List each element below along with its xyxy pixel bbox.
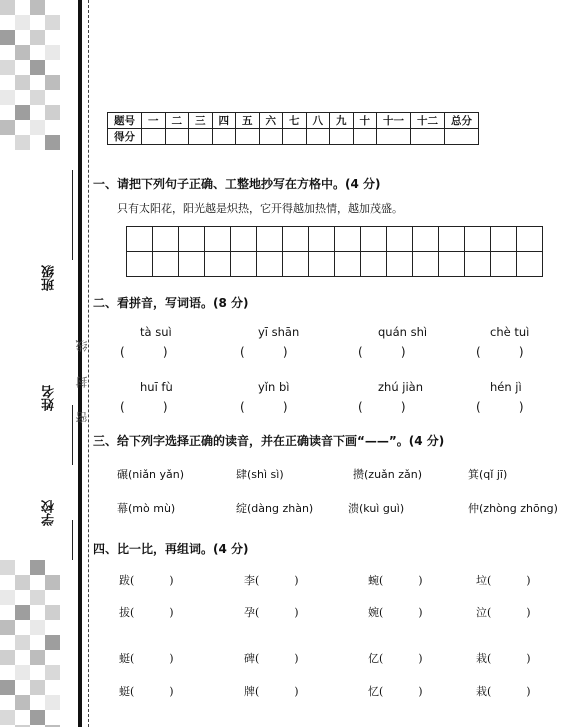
- answer-blank[interactable]: ( ): [358, 345, 406, 359]
- score-header-cell: 八: [306, 113, 330, 129]
- copy-grid-cell[interactable]: [413, 252, 439, 277]
- pinyin-prompt: yī shān: [258, 325, 300, 339]
- word-compare-item[interactable]: 碑( ): [244, 652, 299, 665]
- pinyin-prompt: yǐn bì: [258, 380, 290, 394]
- copy-grid-cell[interactable]: [335, 227, 361, 252]
- copy-grid-cell[interactable]: [257, 252, 283, 277]
- score-cell[interactable]: [142, 129, 166, 145]
- word-compare-item[interactable]: 蜿( ): [368, 574, 423, 587]
- q1-title: 一、请把下列句子正确、工整地抄写在方格中。(4 分): [93, 177, 381, 191]
- score-header-cell: 三: [189, 113, 213, 129]
- copy-grid-cell[interactable]: [439, 227, 465, 252]
- score-header-cell: 十: [353, 113, 377, 129]
- copy-grid-cell[interactable]: [231, 252, 257, 277]
- copy-grid-cell[interactable]: [517, 227, 543, 252]
- copy-grid-cell[interactable]: [309, 227, 335, 252]
- word-compare-item[interactable]: 跋( ): [119, 574, 174, 587]
- pinyin-prompt: huī fù: [140, 380, 173, 394]
- answer-blank[interactable]: ( ): [476, 345, 524, 359]
- copy-grid-cell[interactable]: [465, 227, 491, 252]
- score-cell[interactable]: [165, 129, 189, 145]
- score-header-cell: 四: [212, 113, 236, 129]
- word-compare-item[interactable]: 婉( ): [368, 606, 423, 619]
- score-row-label: 得分: [108, 129, 142, 145]
- reading-choice[interactable]: 箕(qǐ jī): [468, 468, 508, 481]
- class-blank-line: [72, 170, 73, 260]
- school-label: 学校: [42, 500, 57, 526]
- word-compare-item[interactable]: 蜓( ): [119, 652, 174, 665]
- pinyin-prompt: zhú jiàn: [378, 380, 423, 394]
- copy-grid-cell[interactable]: [439, 252, 465, 277]
- score-cell[interactable]: [445, 129, 479, 145]
- copy-grid-cell[interactable]: [127, 252, 153, 277]
- copy-grid-cell[interactable]: [465, 252, 491, 277]
- word-compare-item[interactable]: 孕( ): [244, 606, 299, 619]
- word-compare-item[interactable]: 栽( ): [476, 685, 531, 698]
- copy-grid-cell[interactable]: [179, 252, 205, 277]
- reading-choice[interactable]: 幕(mò mù): [117, 502, 176, 515]
- score-table: [107, 112, 479, 145]
- checker-decoration-bottom: [0, 560, 60, 727]
- copy-grid-cell[interactable]: [283, 227, 309, 252]
- copy-grid-cell[interactable]: [309, 252, 335, 277]
- answer-blank[interactable]: ( ): [120, 400, 168, 414]
- answer-blank[interactable]: ( ): [240, 345, 288, 359]
- copy-grid-cell[interactable]: [491, 252, 517, 277]
- score-header-cell: 九: [330, 113, 354, 129]
- score-cell[interactable]: [353, 129, 377, 145]
- copy-grid-cell[interactable]: [153, 252, 179, 277]
- score-header-cell: 六: [259, 113, 283, 129]
- score-header-cell: 七: [283, 113, 307, 129]
- reading-choice[interactable]: 仲(zhòng zhōng): [468, 502, 558, 515]
- answer-blank[interactable]: ( ): [476, 400, 524, 414]
- score-header-row: [108, 113, 479, 129]
- answer-blank[interactable]: ( ): [240, 400, 288, 414]
- copy-grid-cell[interactable]: [205, 252, 231, 277]
- copy-grid-cell[interactable]: [205, 227, 231, 252]
- word-compare-item[interactable]: 泣( ): [476, 606, 531, 619]
- reading-choice[interactable]: 溃(kuì guì): [348, 502, 405, 515]
- reading-choice[interactable]: 绽(dàng zhàn): [236, 502, 314, 515]
- copy-grid-cell[interactable]: [517, 252, 543, 277]
- copy-grid-cell[interactable]: [387, 227, 413, 252]
- score-header-cell: 五: [236, 113, 260, 129]
- score-header-cell: 二: [165, 113, 189, 129]
- score-header-cell: 十一: [377, 113, 411, 129]
- score-header-cell: 题号: [108, 113, 142, 129]
- seal-text: 密 封 线: [75, 330, 89, 424]
- copy-grid-cell[interactable]: [361, 252, 387, 277]
- copy-grid-cell[interactable]: [179, 227, 205, 252]
- pinyin-prompt: hén jì: [490, 380, 522, 394]
- copy-grid-cell[interactable]: [257, 227, 283, 252]
- copy-grid-cell[interactable]: [413, 227, 439, 252]
- score-cell[interactable]: [259, 129, 283, 145]
- q4-title: 四、比一比，再组词。(4 分): [93, 542, 249, 556]
- score-cell[interactable]: [236, 129, 260, 145]
- pinyin-prompt: chè tuì: [490, 325, 530, 339]
- score-cell[interactable]: [306, 129, 330, 145]
- score-cell[interactable]: [411, 129, 445, 145]
- score-header-cell: 一: [142, 113, 166, 129]
- score-header-cell: 十二: [411, 113, 445, 129]
- word-compare-item[interactable]: 栽( ): [476, 652, 531, 665]
- q3-title: 三、给下列字选择正确的读音，并在正确读音下画“——”。(4 分): [93, 434, 445, 448]
- pinyin-prompt: quán shì: [378, 325, 428, 339]
- word-compare-item[interactable]: 垃( ): [476, 574, 531, 587]
- word-compare-item[interactable]: 牌( ): [244, 685, 299, 698]
- word-compare-item[interactable]: 忆( ): [368, 685, 423, 698]
- reading-choice[interactable]: 碾(niǎn yǎn): [117, 468, 185, 481]
- score-cell[interactable]: [283, 129, 307, 145]
- reading-choice[interactable]: 攒(zuǎn zǎn): [353, 468, 423, 481]
- school-blank-line: [72, 520, 73, 560]
- copy-grid-cell[interactable]: [127, 227, 153, 252]
- word-compare-item[interactable]: 李( ): [244, 574, 299, 587]
- answer-blank[interactable]: ( ): [358, 400, 406, 414]
- copy-grid-cell[interactable]: [283, 252, 309, 277]
- copy-grid: [126, 226, 543, 277]
- score-header-cell: 总分: [445, 113, 479, 129]
- q2-title: 二、看拼音，写词语。(8 分): [93, 296, 249, 310]
- word-compare-item[interactable]: 拔( ): [119, 606, 174, 619]
- score-cell[interactable]: [212, 129, 236, 145]
- checker-decoration-top: [0, 0, 60, 150]
- name-label: 姓名: [42, 385, 57, 411]
- pinyin-prompt: tà suì: [140, 325, 172, 339]
- copy-grid-cell[interactable]: [335, 252, 361, 277]
- score-cell[interactable]: [189, 129, 213, 145]
- copy-grid-cell[interactable]: [387, 252, 413, 277]
- word-compare-item[interactable]: 蜓( ): [119, 685, 174, 698]
- answer-blank[interactable]: ( ): [120, 345, 168, 359]
- score-cell[interactable]: [330, 129, 354, 145]
- copy-grid-cell[interactable]: [231, 227, 257, 252]
- copy-grid-cell[interactable]: [491, 227, 517, 252]
- word-compare-item[interactable]: 亿( ): [368, 652, 423, 665]
- reading-choice[interactable]: 肆(shì sì): [236, 468, 284, 481]
- score-cell[interactable]: [377, 129, 411, 145]
- score-row: [108, 129, 479, 145]
- copy-grid-cell[interactable]: [153, 227, 179, 252]
- q1-sentence: 只有太阳花，阳光越是炽热，它开得越加热情，越加茂盛。: [117, 202, 403, 215]
- copy-grid-cell[interactable]: [361, 227, 387, 252]
- class-label: 班级: [42, 265, 57, 291]
